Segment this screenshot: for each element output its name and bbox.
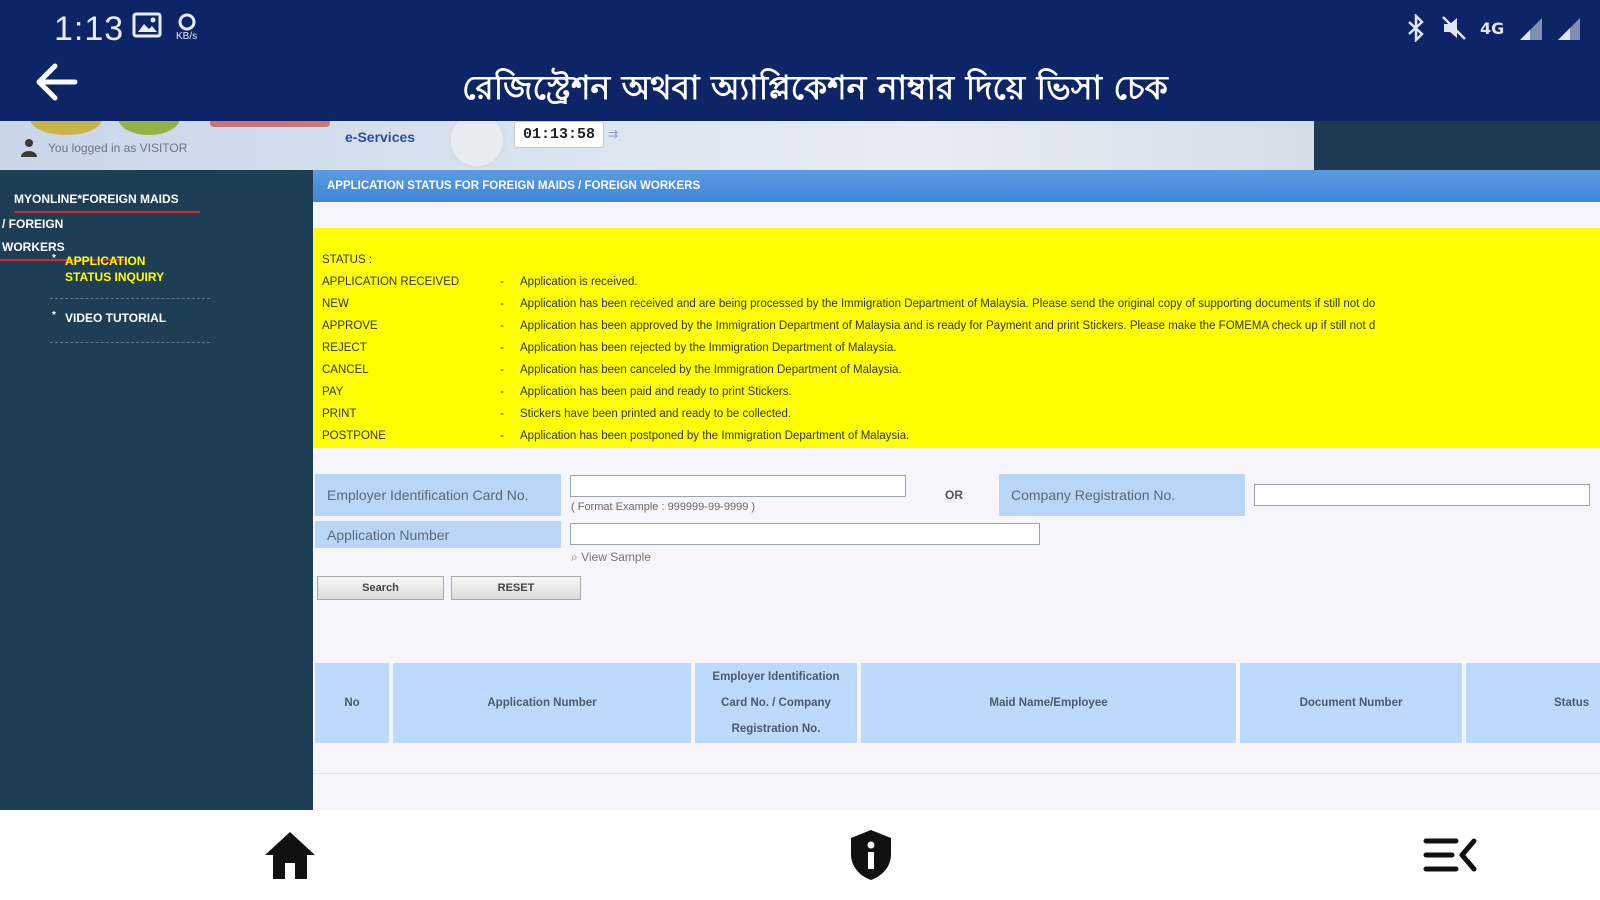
status-dash: - <box>500 320 504 332</box>
status-legend-row <box>322 298 1375 320</box>
clock-ring <box>448 121 506 169</box>
home-button[interactable] <box>250 820 330 890</box>
status-code: POSTPONE <box>322 430 386 442</box>
status-code: CANCEL <box>322 364 369 376</box>
sidebar-item-application-status-inquiry[interactable] <box>52 253 210 285</box>
column-header-document-number[interactable]: Document Number <box>1240 663 1462 743</box>
employer-id-label: Employer Identification Card No. <box>315 474 561 516</box>
menu-icon <box>1422 835 1478 875</box>
status-legend-row <box>322 386 792 408</box>
speed-unit: KB/s <box>176 31 198 42</box>
status-time: 1:13 <box>54 10 125 48</box>
info-button[interactable] <box>831 820 911 890</box>
employer-id-input[interactable] <box>570 475 906 497</box>
app-bar <box>0 0 1600 121</box>
status-legend-row <box>322 342 897 364</box>
sidebar <box>0 170 313 810</box>
sidebar-item-label: STATUS INQUIRY <box>65 270 165 284</box>
bullet-icon: * <box>52 310 56 321</box>
sidebar-title-line1: MYONLINE*FOREIGN MAIDS <box>14 188 200 213</box>
svg-text:4G: 4G <box>1480 19 1505 38</box>
status-legend-row <box>322 276 638 298</box>
format-hint: ( Format Example : 999999-99-9999 ) <box>571 501 756 513</box>
logo-icon <box>118 121 180 135</box>
status-desc: Application has been approved by the Immigration Department of Malaysia and is ready for Payment and print Stickers. Please make the FOMEMA check up if still not d <box>520 320 1376 332</box>
status-desc: Application is received. <box>520 276 638 288</box>
status-code: REJECT <box>322 342 367 354</box>
sidebar-title-line2: / FOREIGN WORKERS <box>0 213 127 261</box>
status-dash: - <box>500 386 504 398</box>
menu-button[interactable] <box>1410 820 1490 890</box>
reset-button[interactable]: RESET <box>451 576 581 600</box>
status-left-icons <box>132 12 197 43</box>
application-number-label: Application Number <box>315 521 561 548</box>
status-dash: - <box>500 342 504 354</box>
bottom-nav <box>0 810 1600 900</box>
column-header-status[interactable]: Status <box>1466 663 1600 743</box>
column-header-employer-id[interactable]: Employer Identification Card No. / Company Registration No. <box>695 663 857 743</box>
column-header-application-number[interactable]: Application Number <box>393 663 691 743</box>
visitor-icon <box>18 137 40 164</box>
bluetooth-icon <box>1404 14 1428 47</box>
mute-icon <box>1440 14 1468 47</box>
magnifier-icon: ⌕ <box>571 550 578 564</box>
status-dash: - <box>500 408 504 420</box>
image-icon <box>132 12 162 43</box>
status-code: PAY <box>322 386 344 398</box>
data-speed-icon <box>176 13 197 42</box>
webview <box>0 121 1600 810</box>
sidebar-title <box>2 188 200 261</box>
info-shield-icon <box>848 828 894 882</box>
logo-icon <box>30 121 102 135</box>
signal-icon <box>1556 16 1582 47</box>
status-dash: - <box>500 276 504 288</box>
sidebar-item-label: APPLICATION <box>65 254 146 268</box>
arrow-left-icon <box>35 62 79 102</box>
status-legend-heading: STATUS : <box>322 254 373 266</box>
column-header-no[interactable]: No <box>315 663 389 743</box>
company-registration-input[interactable] <box>1254 484 1590 506</box>
page-title: APPLICATION STATUS FOR FOREIGN MAIDS / FOREIGN WORKERS <box>313 170 1600 202</box>
status-desc: Application has been paid and ready to print Stickers. <box>520 386 792 398</box>
back-button[interactable] <box>30 58 84 106</box>
main-content <box>313 170 1600 810</box>
sidebar-item-label: VIDEO TUTORIAL <box>65 311 167 325</box>
bullet-icon: * <box>52 253 56 264</box>
4g-icon <box>1480 14 1506 47</box>
site-banner <box>0 121 1314 170</box>
table-row <box>313 746 1600 774</box>
status-code: NEW <box>322 298 349 310</box>
or-separator: OR <box>945 488 963 502</box>
status-legend-row <box>322 430 909 452</box>
status-legend-row <box>322 408 791 430</box>
clock-arrow-icon: ⇉ <box>608 127 619 141</box>
status-dash: - <box>500 298 504 310</box>
search-button[interactable]: Search <box>317 576 444 600</box>
status-code: PRINT <box>322 408 357 420</box>
status-legend-row <box>322 320 1375 342</box>
status-desc: Application has been postponed by the Immigration Department of Malaysia. <box>520 430 910 442</box>
company-registration-label: Company Registration No. <box>999 474 1245 516</box>
view-sample-link[interactable] <box>571 550 651 565</box>
home-icon <box>262 829 318 881</box>
status-desc: Application has been received and are being processed by the Immigration Department of Malaysia. Please send the original copy of supporting documents if still not do <box>520 298 1376 310</box>
app-title: রেজিস্ট্রেশন অথবা অ্যাপ্লিকেশন নাম্বার দিয়ে ভিসা চেক <box>462 68 1168 107</box>
status-legend <box>313 228 1600 448</box>
status-dash: - <box>500 430 504 442</box>
column-header-maid-name[interactable]: Maid Name/Employee <box>861 663 1236 743</box>
status-desc: Stickers have been printed and ready to be collected. <box>520 408 792 420</box>
status-desc: Application has been canceled by the Immigration Department of Malaysia. <box>520 364 902 376</box>
status-code: APPROVE <box>322 320 378 332</box>
status-code: APPLICATION RECEIVED <box>322 276 460 288</box>
status-desc: Application has been rejected by the Immigration Department of Malaysia. <box>520 342 897 354</box>
status-legend-row <box>322 364 902 386</box>
sidebar-item-video-tutorial[interactable] <box>52 310 210 326</box>
signal-icon <box>1518 16 1544 47</box>
sidebar-divider <box>50 342 210 343</box>
eservices-label: e-Services <box>345 129 416 145</box>
visitor-text: You logged in as VISITOR <box>48 141 188 155</box>
logo-text-icon <box>210 121 330 127</box>
sidebar-divider <box>50 298 210 299</box>
status-dash: - <box>500 364 504 376</box>
view-sample-label: View Sample <box>581 550 651 564</box>
status-right-icons <box>1404 14 1582 47</box>
banner-dark-panel <box>1314 121 1600 170</box>
session-clock: 01:13:58 <box>514 121 604 148</box>
application-number-input[interactable] <box>570 523 1040 545</box>
